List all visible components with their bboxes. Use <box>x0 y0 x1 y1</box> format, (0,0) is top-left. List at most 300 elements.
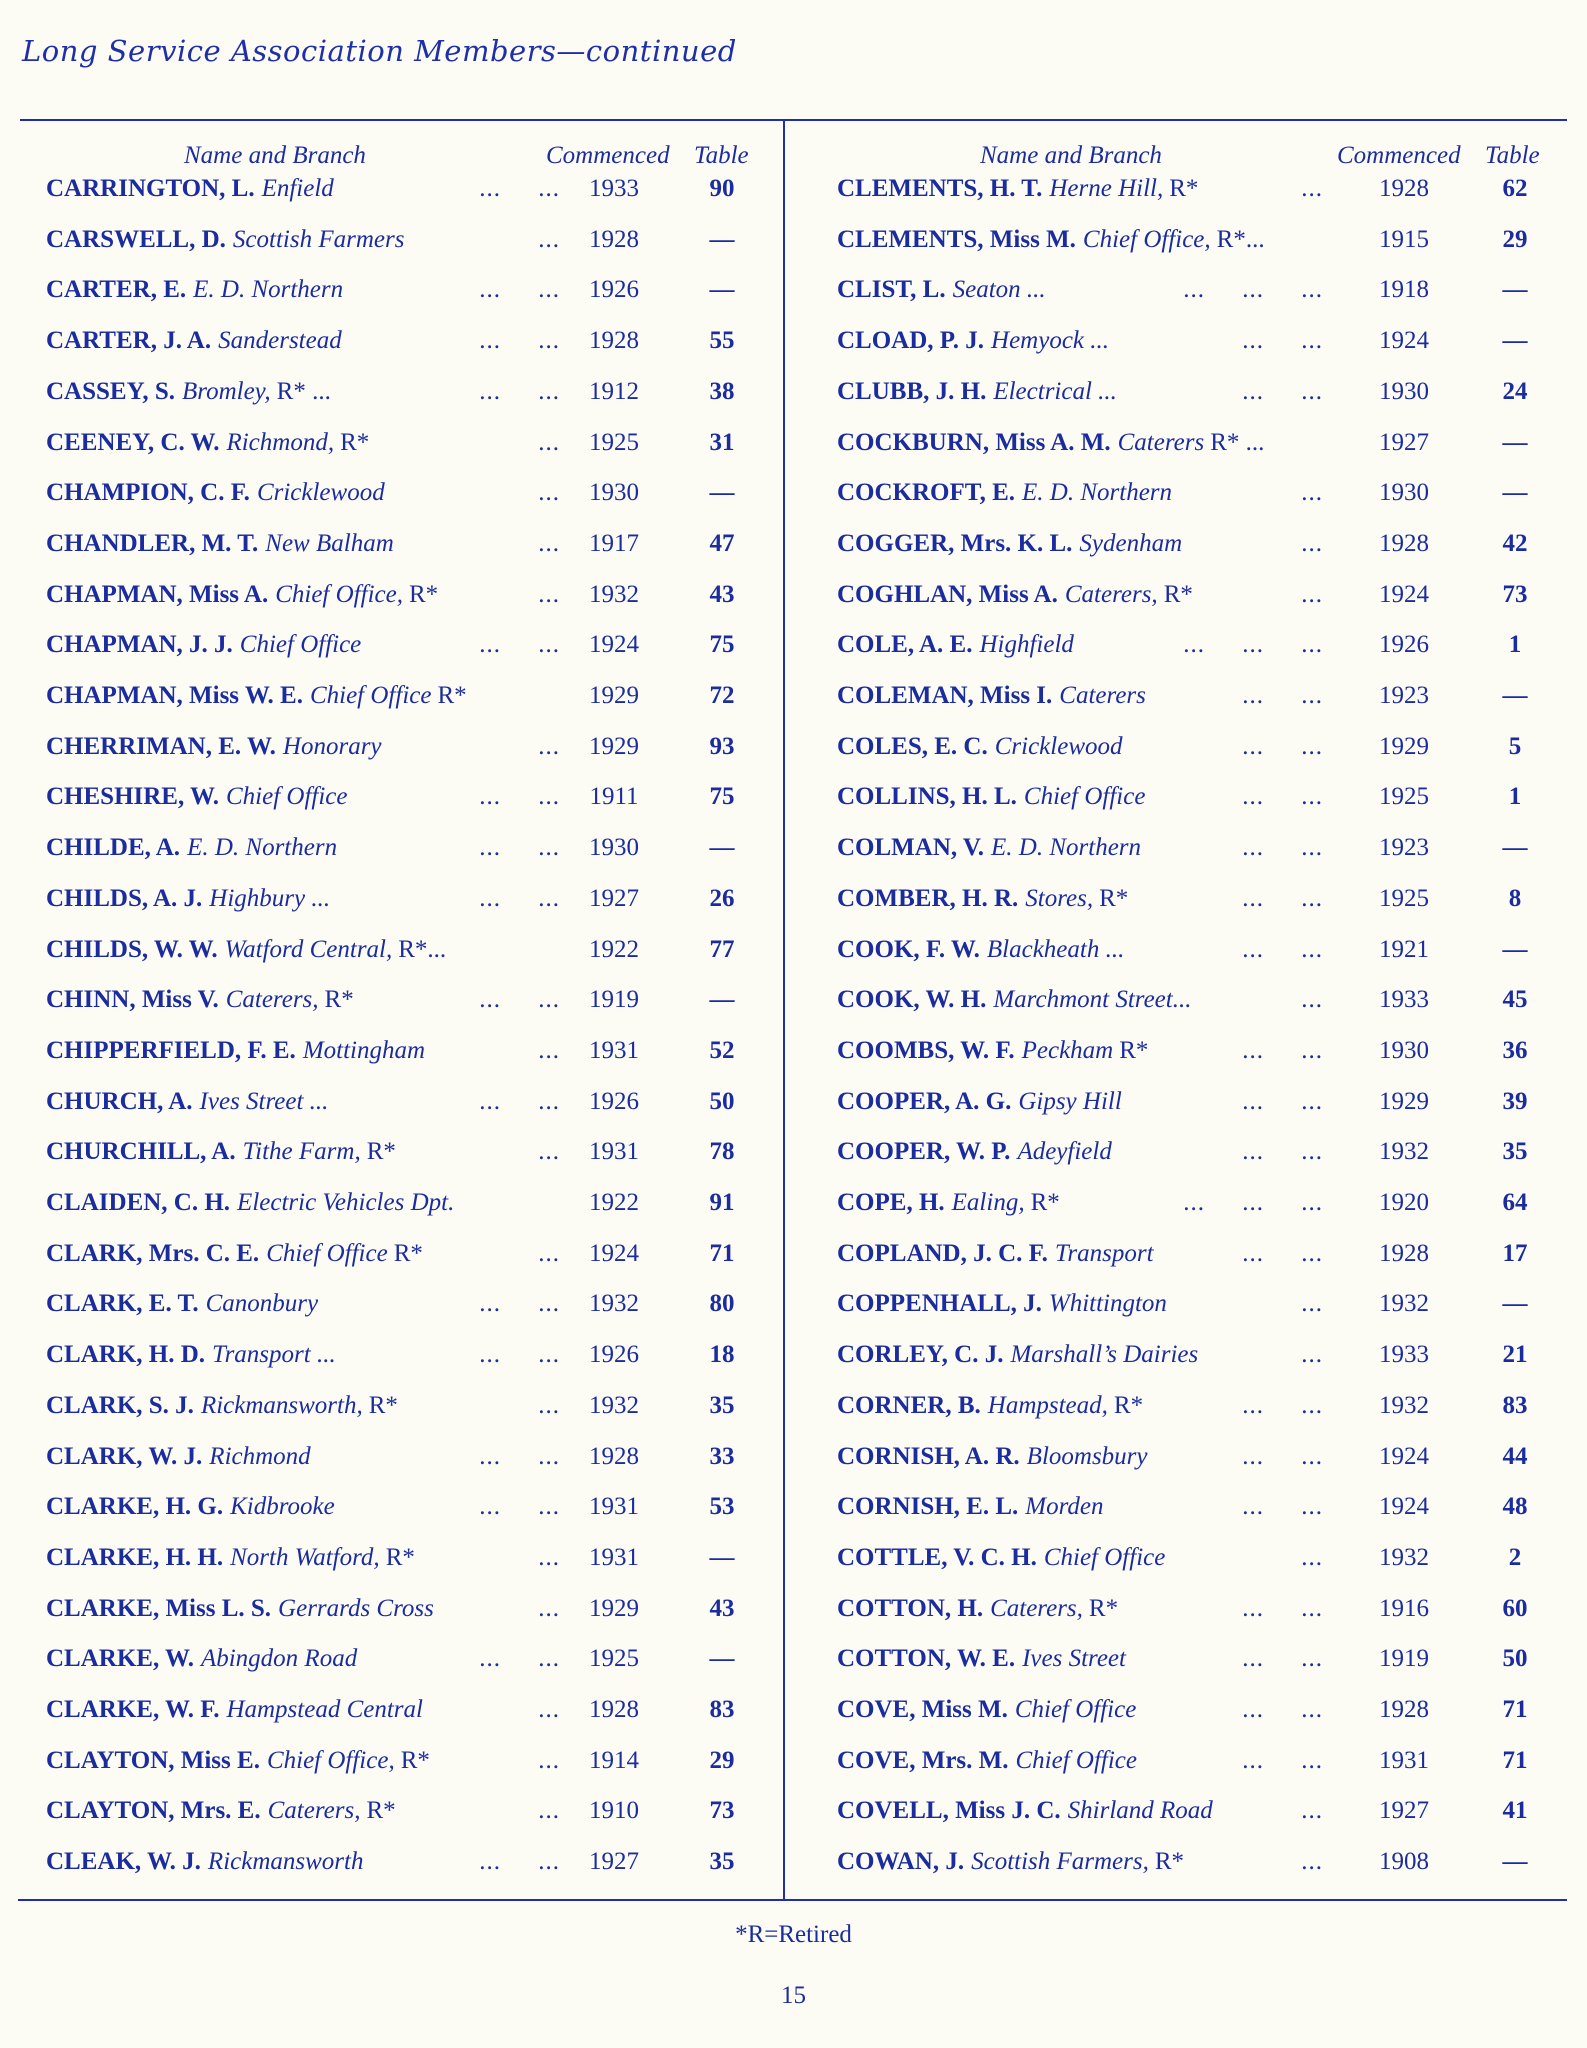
commenced-year: 1918 <box>1379 276 1429 304</box>
commenced-year: 1925 <box>589 1645 639 1673</box>
member-name: CHANDLER, M. T. <box>46 529 259 557</box>
branch: Shirland Road <box>1067 1797 1213 1825</box>
member-name: COOK, W. H. <box>837 986 987 1014</box>
table-number: 2 <box>1508 1543 1522 1571</box>
name-branch-cell <box>837 1747 1329 1775</box>
header-commenced: Commenced <box>1337 142 1461 169</box>
commenced-year: 1926 <box>1379 631 1429 659</box>
retired-mark: R* <box>1099 884 1129 912</box>
branch: Seaton ... <box>952 276 1046 304</box>
dot-leader: ... <box>1301 175 1323 202</box>
branch: Sydenham <box>1079 529 1183 557</box>
branch: Sanderstead <box>218 327 342 355</box>
dot-leader: ... ... <box>1242 377 1323 405</box>
dot-leader: ... ... <box>479 327 560 355</box>
branch: Rickmansworth <box>207 1848 364 1876</box>
branch: Hampstead Central <box>226 1696 423 1723</box>
dot-leader: ... <box>1301 1290 1323 1318</box>
member-name: CORNER, B. <box>837 1391 981 1419</box>
commenced-year: 1930 <box>1379 1036 1429 1064</box>
member-name: CLAYTON, Mrs. E. <box>46 1797 261 1825</box>
commenced-year: 1926 <box>589 1341 639 1369</box>
member-name: CLEMENTS, Miss M. <box>837 225 1076 253</box>
table-number: 48 <box>1502 1493 1528 1521</box>
dot-leader: ... <box>538 732 560 760</box>
name-branch-cell <box>46 1645 566 1673</box>
member-row <box>46 983 735 1017</box>
dot-leader: ... ... <box>1242 783 1323 811</box>
name-branch-cell <box>46 1493 566 1521</box>
dot-leader: ... ... <box>1242 327 1323 355</box>
branch: Stores, <box>1025 884 1094 912</box>
table-number: 1 <box>1508 783 1522 811</box>
member-row <box>837 628 1522 662</box>
dot-leader: ... ... <box>479 1442 560 1470</box>
table-number: 35 <box>709 1848 735 1876</box>
dot-leader: ... ... <box>479 1493 560 1521</box>
member-row <box>837 1592 1528 1626</box>
name-branch-cell <box>837 1696 1329 1724</box>
member-row <box>837 1693 1528 1727</box>
member-row <box>46 882 735 916</box>
name-branch-cell <box>837 226 1329 254</box>
table-number: 1 <box>1508 631 1522 659</box>
table-number: 72 <box>709 682 735 709</box>
commenced-year: 1924 <box>1379 327 1429 355</box>
member-row <box>837 882 1522 916</box>
retired-mark: R* <box>437 682 467 709</box>
table-number: — <box>709 225 735 253</box>
dot-leader: ... <box>538 428 560 456</box>
table-number: 62 <box>1502 175 1528 202</box>
name-branch-cell <box>837 1088 1329 1116</box>
name-branch-cell <box>46 1443 566 1471</box>
name-branch-cell <box>837 783 1329 811</box>
commenced-year: 1908 <box>1379 1848 1429 1876</box>
member-row <box>837 578 1528 612</box>
dot-leader: ... ... <box>479 1290 560 1318</box>
member-row <box>46 1237 735 1271</box>
table-number: — <box>1502 428 1528 456</box>
dot-leader: ... <box>538 479 560 507</box>
name-branch-cell <box>837 479 1329 507</box>
name-branch-cell <box>46 1189 566 1217</box>
branch: Chief Office, <box>1082 225 1211 253</box>
table-number: — <box>1502 834 1528 862</box>
retired-mark: R* <box>1088 1594 1119 1622</box>
member-name: COPE, H. <box>837 1189 945 1216</box>
table-number: 75 <box>709 783 735 811</box>
member-row <box>46 476 735 510</box>
commenced-year: 1924 <box>1379 580 1429 608</box>
member-row <box>46 172 735 206</box>
commenced-year: 1932 <box>589 580 639 608</box>
name-branch-cell <box>46 530 566 558</box>
name-branch-cell <box>837 1544 1329 1572</box>
member-row <box>46 780 735 814</box>
branch: Chief Office <box>239 631 362 659</box>
footnote: *R=Retired <box>735 1921 852 1948</box>
table-number: — <box>709 1543 735 1571</box>
member-row <box>46 1744 735 1778</box>
dot-leader: ... <box>538 580 560 608</box>
dot-leader: ... ... <box>1242 884 1323 912</box>
branch: Tithe Farm, <box>242 1138 361 1166</box>
name-branch-cell <box>837 986 1329 1014</box>
commenced-year: 1928 <box>1379 175 1429 202</box>
retired-mark: R* <box>408 580 439 608</box>
table-number: — <box>1502 935 1528 963</box>
name-branch-cell <box>46 936 566 964</box>
branch: E. D. Northern <box>193 276 344 304</box>
member-row <box>46 628 735 662</box>
member-name: CLARKE, H. G. <box>46 1493 224 1521</box>
commenced-year: 1929 <box>1379 732 1429 760</box>
name-branch-cell <box>837 1240 1329 1268</box>
dot-leader: ... ... <box>479 631 560 659</box>
branch: Abingdon Road <box>200 1645 358 1673</box>
table-number: — <box>1502 276 1528 304</box>
member-row <box>837 1744 1528 1778</box>
dot-leader: ... <box>1301 1341 1323 1369</box>
member-name: COLES, E. C. <box>837 732 988 760</box>
name-branch-cell <box>837 175 1329 203</box>
branch: Transport ... <box>212 1341 336 1369</box>
member-name: CHURCHILL, A. <box>46 1138 236 1166</box>
member-row <box>837 1440 1528 1474</box>
table-number: 44 <box>1502 1442 1528 1470</box>
branch: Chief Office, <box>266 1746 395 1774</box>
commenced-year: 1912 <box>589 377 639 405</box>
member-row <box>837 1186 1528 1220</box>
dot-leader: ... ... <box>479 783 560 811</box>
member-name: CLARK, W. J. <box>46 1442 203 1470</box>
name-branch-cell <box>46 429 566 457</box>
table-number: — <box>709 986 735 1014</box>
commenced-year: 1932 <box>1379 1391 1429 1419</box>
commenced-year: 1925 <box>1379 783 1429 811</box>
branch: E. D. Northern <box>991 834 1142 862</box>
member-row <box>46 933 735 967</box>
table-number: 39 <box>1502 1087 1528 1115</box>
name-branch-cell <box>837 1290 1329 1318</box>
table-number: 50 <box>1502 1645 1528 1673</box>
member-row <box>837 527 1528 561</box>
commenced-year: 1929 <box>1379 1087 1429 1115</box>
header-table: Table <box>1485 142 1540 169</box>
name-branch-cell <box>837 733 1329 761</box>
branch: Ives Street <box>1022 1645 1126 1673</box>
dot-leader: ... <box>538 1138 560 1166</box>
member-name: CLARK, H. D. <box>46 1341 206 1369</box>
commenced-year: 1916 <box>1379 1594 1429 1622</box>
branch: Bromley, <box>182 377 271 405</box>
member-row <box>46 730 735 764</box>
name-branch-cell <box>46 479 566 507</box>
table-number: 38 <box>709 377 735 405</box>
member-name: CASSEY, S. <box>46 377 176 405</box>
name-branch-cell <box>837 378 1329 406</box>
dot-leader: ... <box>538 1543 560 1571</box>
member-name: CLARK, S. J. <box>46 1391 194 1419</box>
retired-mark: R* <box>366 1797 396 1825</box>
header-name-branch: Name and Branch <box>184 142 366 169</box>
table-number: — <box>709 276 735 304</box>
dot-leader: ... ... <box>1242 682 1323 709</box>
member-name: CLARK, Mrs. C. E. <box>46 1239 260 1267</box>
member-row <box>837 679 1528 713</box>
branch: Chief Office <box>266 1239 388 1267</box>
member-name: CARTER, E. <box>46 276 187 304</box>
branch: Gerrards Cross <box>278 1594 434 1622</box>
name-branch-cell <box>46 1240 566 1268</box>
commenced-year: 1930 <box>589 479 639 507</box>
commenced-year: 1931 <box>589 1543 639 1571</box>
retired-mark: R* <box>385 1543 415 1571</box>
name-branch-cell <box>837 885 1329 913</box>
member-name: COOMBS, W. F. <box>837 1036 1015 1064</box>
member-name: CHURCH, A. <box>46 1087 193 1115</box>
dot-leader: ... ... <box>479 884 560 912</box>
member-row <box>46 1845 735 1879</box>
name-branch-cell <box>46 1392 566 1420</box>
commenced-year: 1932 <box>1379 1290 1429 1318</box>
branch: Scottish Farmers <box>232 225 405 253</box>
commenced-year: 1929 <box>589 732 639 760</box>
branch: New Balham <box>265 529 394 557</box>
commenced-year: 1932 <box>1379 1543 1429 1571</box>
branch: Honorary <box>282 732 382 760</box>
branch: Scottish Farmers, <box>971 1848 1149 1876</box>
table-number: 33 <box>709 1442 735 1470</box>
name-branch-cell <box>46 276 566 304</box>
page-title: Long Service Association Members—continued <box>22 34 737 68</box>
member-row <box>46 426 735 460</box>
commenced-year: 1923 <box>1379 682 1429 709</box>
table-number: 83 <box>709 1696 735 1723</box>
table-number: — <box>1502 1848 1528 1876</box>
member-row <box>837 1845 1528 1879</box>
dot-leader: ... ... <box>1242 1594 1323 1622</box>
member-name: CLOAD, P. J. <box>837 327 985 355</box>
commenced-year: 1933 <box>1379 1341 1429 1369</box>
table-number: — <box>1502 327 1528 355</box>
branch: Cricklewood <box>256 479 385 507</box>
name-branch-cell <box>837 327 1329 355</box>
table-number: — <box>1502 682 1528 709</box>
dot-leader: ... <box>1301 1848 1323 1876</box>
dot-leader: ... ... <box>1242 732 1323 760</box>
member-name: CARRINGTON, L. <box>46 175 255 202</box>
table-number: 42 <box>1502 529 1528 557</box>
commenced-year: 1927 <box>589 884 639 912</box>
retired-mark: R*... <box>398 935 447 963</box>
commenced-year: 1922 <box>589 935 639 963</box>
dot-leader: ... ... <box>1242 935 1323 963</box>
commenced-year: 1928 <box>589 1442 639 1470</box>
table-number: 47 <box>709 529 735 557</box>
member-name: CHAPMAN, Miss A. <box>46 580 269 608</box>
member-name: COTTON, W. E. <box>837 1645 1016 1673</box>
retired-mark: R* <box>1113 1391 1144 1419</box>
branch: Chief Office <box>1023 783 1146 811</box>
member-row <box>837 831 1528 865</box>
name-branch-cell <box>837 276 1329 304</box>
name-branch-cell <box>46 581 566 609</box>
table-number: 24 <box>1502 377 1528 405</box>
dot-leader: ... ... ... <box>1183 631 1323 659</box>
table-number: 26 <box>709 884 735 912</box>
commenced-year: 1930 <box>1379 377 1429 405</box>
retired-mark: R*... <box>1216 225 1265 253</box>
retired-mark: R* <box>1119 1036 1149 1064</box>
member-name: CHAMPION, C. F. <box>46 479 250 507</box>
member-name: CLARKE, W. F. <box>46 1696 220 1723</box>
member-row <box>837 1085 1528 1119</box>
commenced-year: 1933 <box>1379 986 1429 1014</box>
dot-leader: ... <box>1301 1543 1323 1571</box>
commenced-year: 1930 <box>589 834 639 862</box>
name-branch-cell <box>46 885 566 913</box>
branch: Caterers <box>1117 428 1205 456</box>
branch: Ives Street ... <box>199 1087 329 1115</box>
member-name: CLUBB, J. H. <box>837 377 987 405</box>
member-row <box>46 1440 735 1474</box>
member-row <box>837 375 1528 409</box>
dot-leader: ... ... <box>1242 1442 1323 1470</box>
table-number: 35 <box>709 1391 735 1419</box>
commenced-year: 1923 <box>1379 834 1429 862</box>
name-branch-cell <box>46 1037 566 1065</box>
name-branch-cell <box>837 1189 1329 1217</box>
member-name: CHAPMAN, J. J. <box>46 631 233 659</box>
retired-mark: R* <box>340 428 370 456</box>
member-row <box>46 223 735 257</box>
member-row <box>837 1237 1528 1271</box>
member-row <box>46 1794 735 1828</box>
branch: Marshall’s Dairies <box>1010 1341 1199 1369</box>
member-row <box>837 1287 1528 1321</box>
name-branch-cell <box>837 530 1329 558</box>
name-branch-cell <box>837 682 1329 710</box>
member-name: COTTLE, V. C. H. <box>837 1543 1037 1571</box>
dot-leader: ... ... <box>1242 1087 1323 1115</box>
top-rule <box>20 119 1567 121</box>
member-name: CHINN, Miss V. <box>46 986 219 1014</box>
member-row <box>46 1592 735 1626</box>
member-row <box>46 1338 735 1372</box>
commenced-year: 1927 <box>1379 428 1429 456</box>
name-branch-cell <box>837 1595 1329 1623</box>
commenced-year: 1919 <box>1379 1645 1429 1673</box>
member-name: CEENEY, C. W. <box>46 428 220 456</box>
branch: Caterers, <box>990 1594 1083 1622</box>
member-row <box>837 730 1522 764</box>
branch: Chief Office <box>1043 1543 1166 1571</box>
branch: Adeyfield <box>1017 1138 1112 1166</box>
member-row <box>46 375 735 409</box>
dot-leader: ... ... <box>479 1848 560 1876</box>
member-row <box>46 1642 735 1676</box>
name-branch-cell <box>837 1493 1329 1521</box>
commenced-year: 1928 <box>1379 529 1429 557</box>
member-row <box>46 679 735 713</box>
member-name: COLE, A. E. <box>837 631 973 659</box>
commenced-year: 1917 <box>589 529 639 557</box>
retired-mark: R* <box>1030 1189 1060 1216</box>
table-number: 71 <box>709 1239 735 1267</box>
member-row <box>837 273 1528 307</box>
name-branch-cell <box>837 1341 1329 1369</box>
member-name: CHESHIRE, W. <box>46 783 219 811</box>
member-row <box>837 983 1528 1017</box>
member-row <box>837 223 1528 257</box>
dot-leader: ... <box>538 1239 560 1267</box>
member-row <box>837 476 1528 510</box>
commenced-year: 1928 <box>589 327 639 355</box>
name-branch-cell <box>46 378 566 406</box>
dot-leader: ... <box>538 1746 560 1774</box>
dot-leader: ... <box>1301 1797 1323 1825</box>
member-row <box>46 1085 735 1119</box>
name-branch-cell <box>46 1696 566 1724</box>
table-number: 73 <box>1502 580 1528 608</box>
branch: Chief Office <box>226 783 348 811</box>
table-number: 50 <box>709 1087 735 1115</box>
branch: Rickmansworth, <box>200 1391 363 1419</box>
branch: Richmond <box>209 1442 311 1470</box>
branch: Highbury ... <box>209 884 331 912</box>
branch: E. D. Northern <box>1022 479 1173 507</box>
member-name: CARSWELL, D. <box>46 225 226 253</box>
retired-mark: R* <box>1169 175 1199 202</box>
branch: Hemyock ... <box>991 327 1110 355</box>
name-branch-cell <box>46 1797 566 1825</box>
commenced-year: 1925 <box>1379 884 1429 912</box>
dot-leader: ... ... <box>1242 1645 1323 1673</box>
name-branch-cell <box>46 1595 566 1623</box>
table-number: 8 <box>1508 884 1522 912</box>
table-number: 73 <box>709 1797 735 1825</box>
member-name: COVE, Miss M. <box>837 1696 1008 1723</box>
member-row <box>46 1389 735 1423</box>
member-name: CORLEY, C. J. <box>837 1341 1004 1369</box>
table-number: 77 <box>709 935 735 963</box>
table-number: 55 <box>709 327 735 355</box>
branch: Kidbrooke <box>230 1493 335 1521</box>
member-row <box>46 1490 735 1524</box>
table-number: 64 <box>1502 1189 1528 1216</box>
name-branch-cell <box>837 1645 1329 1673</box>
dot-leader: ... ... ... <box>1183 1189 1323 1216</box>
member-row <box>837 1794 1528 1828</box>
branch: Chief Office <box>1014 1696 1137 1723</box>
dot-leader: ... <box>1301 529 1323 557</box>
branch: Peckham <box>1021 1036 1114 1064</box>
member-row <box>46 1034 735 1068</box>
name-branch-cell <box>46 1544 566 1572</box>
dot-leader: ... <box>538 1797 560 1825</box>
table-number: 53 <box>709 1493 735 1521</box>
branch: Electrical ... <box>993 377 1117 405</box>
commenced-year: 1924 <box>1379 1493 1429 1521</box>
name-branch-cell <box>46 1088 566 1116</box>
name-branch-cell <box>837 1797 1329 1825</box>
member-row <box>837 1338 1528 1372</box>
commenced-year: 1926 <box>589 276 639 304</box>
retired-mark: R* <box>1163 580 1193 608</box>
branch: Hampstead, <box>987 1391 1108 1419</box>
